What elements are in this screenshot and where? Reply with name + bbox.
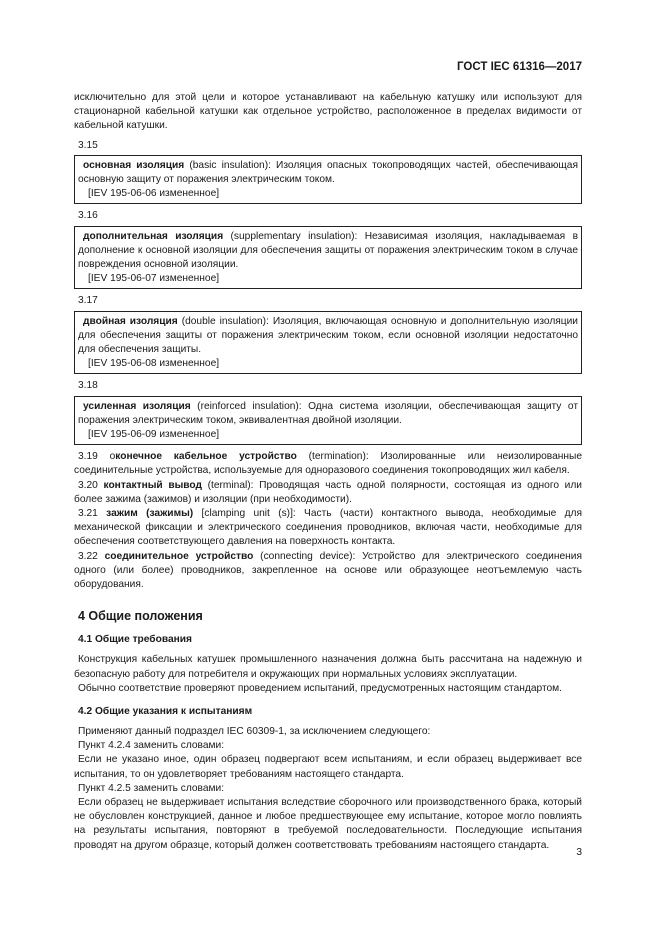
term-ref: [IEV 195-06-07 измененное] [88, 273, 220, 285]
s42-paragraph-4: Пункт 4.2.5 заменить словами: [78, 782, 225, 794]
term-text: (double insulation): Изоляция, включающая основную и дополнительную изоляции для обеспечения защиты от поражения электрическим током, если основной изоляции недостаточно для обеспечения защиты. [78, 315, 578, 356]
term-name: двойная изоляция [83, 315, 178, 327]
term-name: усиленная изоляция [83, 400, 191, 412]
definition-3-20: 3.20 контактный вывод (terminal): Проводящая часть одной полярности, состоящая из одного или более зажима (зажимов) и изоляции (при необходимости). [74, 479, 582, 505]
term-text: (basic insulation): Изоляция опасных токопроводящих частей, обеспечивающая основную защиту от поражения электрическим током. [78, 159, 578, 186]
page-body [74, 0, 582, 853]
page-number: 3 [576, 847, 582, 858]
s42-paragraph-3: Если не указано иное, один образец подвергают всем испытаниям, и если образец выдерживает все испытания, то он удовлетворяет требованиям настоящего стандарта. [74, 754, 582, 780]
s42-paragraph-2: Пункт 4.2.4 заменить словами: [78, 740, 225, 752]
definition-3-22: 3.22 соединительное устройство (connecting device): Устройство для электрического соединения одного (или более) проводников, закрепленное на основе или образующее неотъемлемую часть оборудования. [74, 550, 582, 591]
term-box [74, 396, 582, 446]
term-name: дополнительная изоляция [83, 230, 224, 242]
term-number: 3.17 [78, 295, 98, 307]
s41-paragraph-1: Конструкция кабельных катушек промышленного назначения должна быть рассчитана на надежную и безопасную работу для потребителя и окружающих при нормальных условиях эксплуатации. [74, 654, 582, 680]
term-number: 3.16 [78, 210, 98, 222]
definition-3-19: 3.19 оконечное кабельное устройство (termination): Изолированные или неизолированные соединительные устройства, используемые для одноразового соединения токопроводящих жил кабеля. [74, 451, 583, 477]
term-ref: [IEV 195-06-08 измененное] [88, 358, 220, 370]
intro-paragraph: исключительно для этой цели и которое устанавливают на кабельную катушку или используют для стационарной кабельной катушки как отдельное устройство, расположенное в пределах видимости от кабельной катушки. [74, 92, 582, 132]
term-3-17 [74, 294, 582, 374]
s41-paragraph-2: Обычно соответствие проверяют проведением испытаний, предусмотренных настоящим стандартом. [78, 682, 562, 694]
document-header: ГОСТ IEC 61316—2017 [457, 61, 582, 73]
definition-3-21: 3.21 зажим (зажимы) [clamping unit (s)]: Часть (части) контактного вывода, необходимые для механической фиксации и электрического соединения проводников, включая части, необходимые для обеспечения соответствующего давления на поверхность контакта. [74, 508, 582, 548]
section-4-1-heading: 4.1 Общие требования [78, 634, 192, 646]
term-text: (supplementary insulation): Независимая изоляция, накладываемая в дополнение к основной изоляции для обеспечения защиты от поражения электрическим током в случае повреждения основной изоляции. [78, 230, 578, 271]
term-3-16 [74, 209, 582, 289]
s42-paragraph-1: Применяют данный подраздел IEC 60309-1, за исключением следующего: [78, 725, 431, 737]
section-4-heading: 4 Общие положения [78, 609, 203, 624]
s42-paragraph-5: Если образец не выдерживает испытания вследствие сборочного или производственного брака, который не обусловлен конструкцией, данное и любое предшествующее ему испытание, которое могло повлиять на результаты испытания, повторяют в требуемой последовательности. Последующие испытания проводят на другом образце, который должен соответствовать требованиям настоящего стандарта. [74, 796, 582, 851]
term-box [74, 155, 582, 205]
term-number: 3.18 [78, 380, 98, 392]
term-box [74, 226, 582, 290]
term-text: (reinforced insulation): Одна система изоляции, обеспечивающая защиту от поражения электрическим током, эквивалентная двойной изоляции. [78, 400, 578, 426]
term-box [74, 311, 582, 375]
section-4-2-heading: 4.2 Общие указания к испытаниям [78, 705, 253, 717]
term-ref: [IEV 195-06-09 измененное] [88, 429, 220, 441]
term-number: 3.15 [78, 139, 98, 151]
definitions-list [74, 450, 582, 592]
term-3-15 [74, 139, 582, 205]
term-name: основная изоляция [83, 159, 185, 171]
term-3-18 [74, 379, 582, 445]
term-ref: [IEV 195-06-06 измененное] [88, 188, 220, 200]
